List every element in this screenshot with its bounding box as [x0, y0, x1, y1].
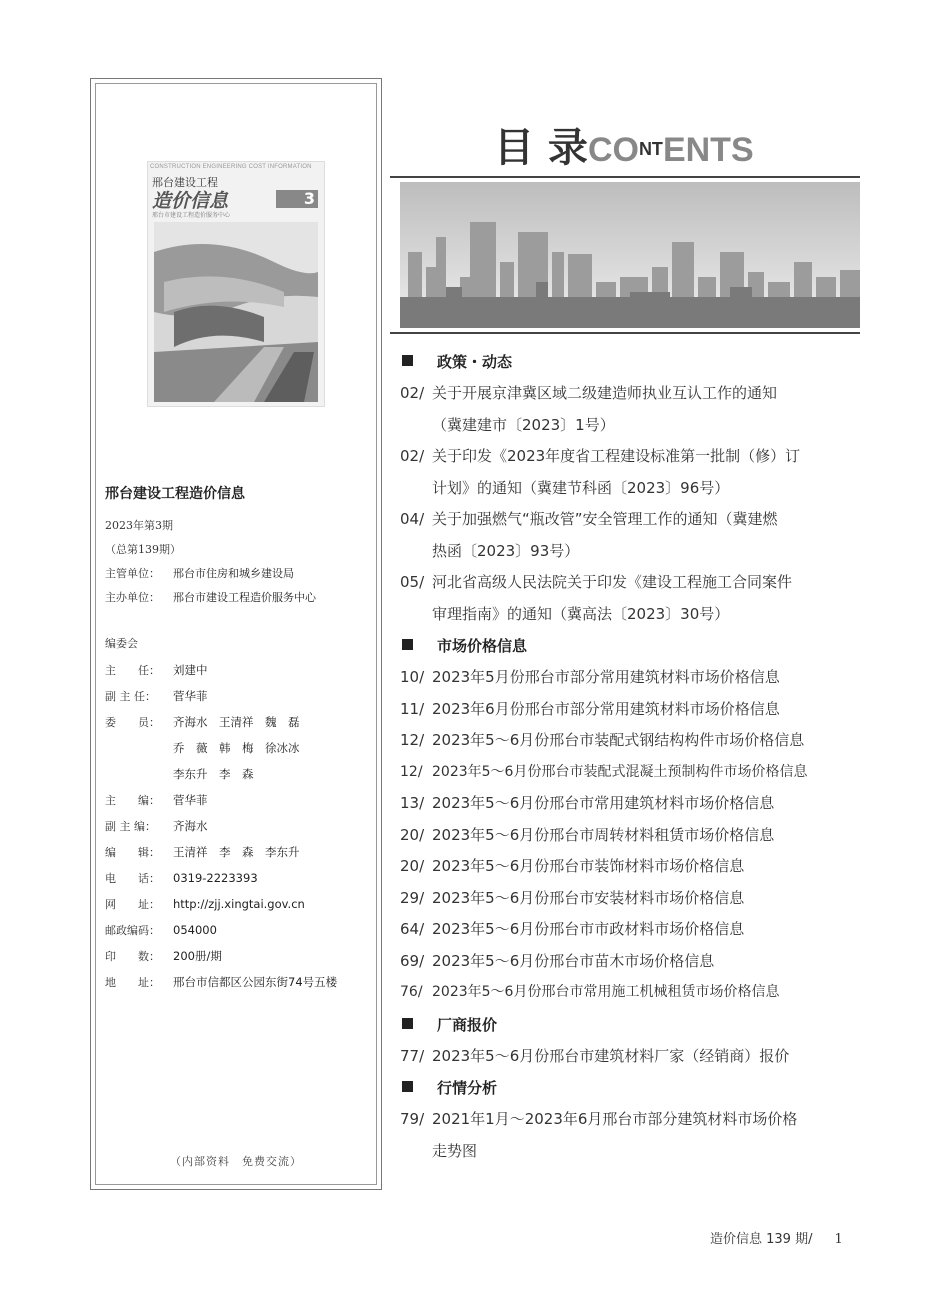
cover-subtitle: 邢台市建设工程造价服务中心: [152, 212, 231, 219]
info-row: 主办单位： 邢台市建设工程造价服务中心: [105, 591, 316, 604]
magazine-title: 邢台建设工程造价信息: [105, 486, 245, 502]
committee-label: 编委会: [105, 637, 138, 650]
toc-page-number: 05/: [400, 573, 425, 591]
toc-entry[interactable]: 29/ 2023年5～6月份邢台市安装材料市场价格信息: [400, 883, 855, 915]
internal-use-note: （内部资料 免费交流）: [170, 1155, 302, 1168]
toc-page-number: 04/: [400, 510, 425, 528]
toc-page-number: 13/: [400, 794, 425, 812]
toc-page-number: 02/: [400, 447, 425, 465]
contents-title-en-ents: ENTS: [662, 131, 754, 169]
postcode-row: 邮政编码： 054000: [105, 923, 217, 937]
image-rule: [390, 332, 860, 334]
toc-page-number: 02/: [400, 384, 425, 402]
toc-entry[interactable]: 20/ 2023年5～6月份邢台市周转材料租赁市场价格信息: [400, 820, 855, 852]
toc-page-number: 76/: [400, 984, 423, 1000]
contents-title-en-co: CO: [587, 131, 639, 169]
toc-page-number: 20/: [400, 857, 425, 875]
toc-page-number: 79/: [400, 1110, 425, 1128]
section-marker-icon: [402, 355, 413, 366]
contents-title-cn: 目 录: [494, 124, 588, 171]
total-issue-number: （总第139期）: [105, 543, 181, 556]
toc-entry[interactable]: 12/ 2023年5～6月份邢台市装配式混凝土预制构件市场价格信息: [400, 757, 855, 789]
section-marker-icon: [402, 639, 413, 650]
toc-section: 厂商报价: [400, 1009, 855, 1041]
toc-entry[interactable]: 13/ 2023年5～6月份邢台市常用建筑材料市场价格信息: [400, 788, 855, 820]
committee-row: 李东升 李 森: [173, 767, 254, 781]
toc-page-number: 77/: [400, 1046, 425, 1065]
committee-row: 主 编： 菅华菲: [105, 793, 208, 807]
info-row: 主管单位： 邢台市住房和城乡建设局: [105, 567, 294, 580]
committee-row: 副 主 任： 菅华菲: [105, 689, 208, 703]
toc-page-number: 11/: [400, 699, 425, 718]
toc-entry[interactable]: 05/ 河北省高级人民法院关于印发《建设工程施工合同案件 审理指南》的通知（冀高法〔2023〕30号）: [400, 567, 855, 630]
section-marker-icon: [402, 1081, 413, 1092]
toc-entry[interactable]: 02/ 关于印发《2023年度省工程建设标准第一批制（修）订 计划》的通知（冀建节科函〔2023〕96号）: [400, 441, 855, 504]
toc-page-number: 64/: [400, 920, 425, 938]
toc-section: 政策・动态: [400, 346, 855, 378]
cover-english-title: CONSTRUCTION ENGINEERING COST INFORMATION: [150, 164, 312, 170]
cover-architecture-photo: [154, 222, 318, 402]
toc-entry[interactable]: 79/ 2021年1月～2023年6月邢台市部分建筑材料市场价格 走势图: [400, 1104, 855, 1167]
toc-entry[interactable]: 02/ 关于开展京津冀区域二级建造师执业互认工作的通知 （冀建建市〔2023〕1号）: [400, 378, 855, 441]
city-skyline-image: [400, 182, 860, 328]
toc-entry[interactable]: 76/ 2023年5～6月份邢台市常用施工机械租赁市场价格信息: [400, 977, 855, 1009]
section-marker-icon: [402, 1018, 413, 1029]
folio-label: 造价信息 139 期/: [710, 1232, 813, 1247]
toc-entry[interactable]: 12/ 2023年5～6月份邢台市装配式钢结构构件市场价格信息: [400, 725, 855, 757]
masthead-panel: [90, 78, 382, 1190]
toc-entry[interactable]: 04/ 关于加强燃气“瓶改管”安全管理工作的通知（冀建燃 热函〔2023〕93号）: [400, 504, 855, 567]
cover-title-line1: 邢台建设工程: [152, 176, 218, 189]
issue-number: 2023年第3期: [105, 519, 173, 532]
print-run-row: 印 数： 200册/期: [105, 949, 222, 963]
cover-thumbnail: [147, 161, 325, 407]
contents-header: [494, 116, 754, 171]
cover-title-line2: 造价信息: [152, 190, 229, 212]
toc-entry[interactable]: 11/ 2023年6月份邢台市部分常用建筑材料市场价格信息: [400, 694, 855, 726]
folio-page-number: 1: [834, 1232, 843, 1247]
committee-row: 编 辑： 王清祥 李 森 李东升: [105, 845, 300, 859]
toc-entry[interactable]: 64/ 2023年5～6月份邢台市市政材料市场价格信息: [400, 914, 855, 946]
toc-section: 市场价格信息: [400, 630, 855, 662]
toc-section: 行情分析: [400, 1072, 855, 1104]
cover-issue-badge: 3: [276, 190, 318, 208]
toc-page-number: 69/: [400, 951, 425, 970]
phone-row: 电 话： 0319-2223393: [105, 871, 258, 885]
table-of-contents: [400, 346, 855, 1167]
toc-entry[interactable]: 77/ 2023年5～6月份邢台市建筑材料厂家（经销商）报价: [400, 1041, 855, 1073]
committee-row: 副 主 编： 齐海水: [105, 819, 208, 833]
toc-page-number: 20/: [400, 825, 425, 844]
toc-page-number: 10/: [400, 668, 425, 686]
header-rule: [390, 176, 860, 178]
contents-title-en-nt: NT: [638, 139, 663, 159]
masthead-info: [105, 483, 375, 995]
toc-entry[interactable]: 20/ 2023年5～6月份邢台市装饰材料市场价格信息: [400, 851, 855, 883]
toc-entry[interactable]: 69/ 2023年5～6月份邢台市苗木市场价格信息: [400, 946, 855, 978]
committee-row: 委 员： 齐海水 王清祥 魏 磊: [105, 715, 300, 729]
address-row: 地 址： 邢台市信都区公园东街74号五楼: [105, 975, 338, 989]
committee-list: [105, 657, 375, 995]
toc-page-number: 12/: [400, 763, 423, 780]
committee-row: 主 任： 刘建中: [105, 663, 208, 677]
page-folio: [710, 1228, 843, 1247]
toc-page-number: 12/: [400, 731, 425, 749]
toc-entry[interactable]: 10/ 2023年5月份邢台市部分常用建筑材料市场价格信息: [400, 662, 855, 694]
committee-row: 乔 薇 韩 梅 徐冰冰: [173, 741, 300, 755]
toc-page-number: 29/: [400, 888, 425, 907]
website-row: 网 址： http://zjj.xingtai.gov.cn: [105, 897, 305, 911]
